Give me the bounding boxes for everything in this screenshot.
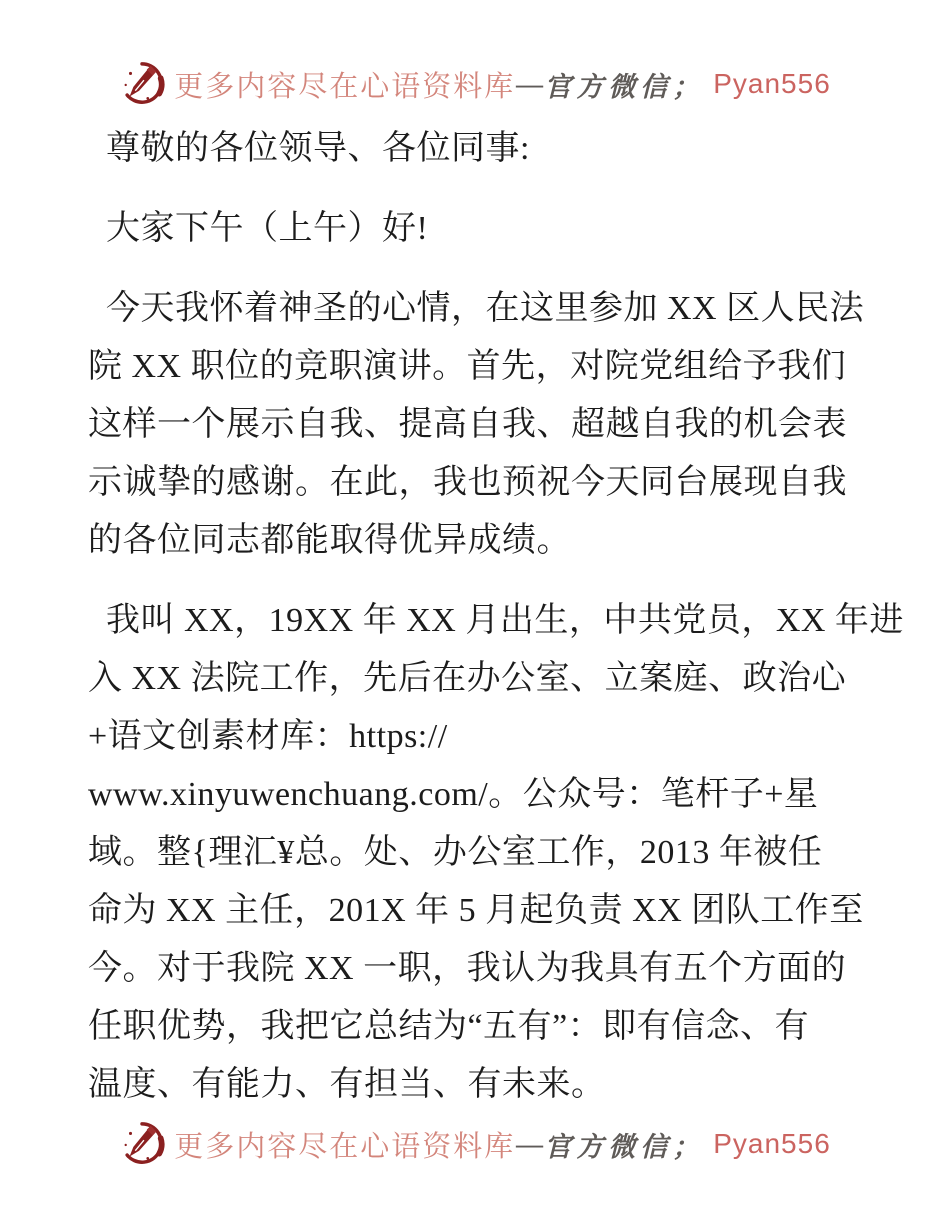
paragraph xyxy=(88,592,904,1114)
banner-wechat-id: Pyan556 xyxy=(713,68,831,99)
text-line: +语文创素材库：https:// xyxy=(88,718,448,755)
text-line: 入 XX 法院工作，先后在办公室、立案庭、政治心 xyxy=(88,660,847,697)
document-body xyxy=(0,110,950,1114)
text-line: 这样一个展示自我、提高自我、超越自我的机会表 xyxy=(88,406,847,443)
pen-circle-logo-icon xyxy=(119,1119,165,1169)
banner-wechat-label: 官方微信； xyxy=(544,1131,705,1162)
banner-wechat-id: Pyan556 xyxy=(713,1128,831,1159)
text-line: 院 XX 职位的竞职演讲。首先，对院党组给予我们 xyxy=(88,348,847,385)
text-line: 示诚挚的感谢。在此，我也预祝今天同台展现自我 xyxy=(88,464,847,501)
text-line: 我叫 XX，19XX 年 XX 月出生，中共党员，XX 年进 xyxy=(106,602,904,639)
footer-banner xyxy=(0,1118,950,1170)
text-line: 的各位同志都能取得优异成绩。 xyxy=(88,522,571,559)
text-line: 今天我怀着神圣的心情，在这里参加 XX 区人民法 xyxy=(106,290,865,327)
paragraph xyxy=(88,120,862,178)
text-line: 任职优势，我把它总结为“五有”：即有信念、有 xyxy=(88,1008,810,1045)
banner-brand-text: 更多内容尽在心语资料库 xyxy=(174,1130,516,1163)
banner-brand-text: 更多内容尽在心语资料库 xyxy=(174,70,516,103)
paragraph xyxy=(88,200,862,258)
text-line: 大家下午（上午）好! xyxy=(106,210,429,247)
banner-dash: — xyxy=(516,68,544,99)
banner-dash: — xyxy=(516,1128,544,1159)
paragraph xyxy=(88,280,865,570)
text-line: 命为 XX 主任，201X 年 5 月起负责 XX 团队工作至 xyxy=(88,892,864,929)
pen-circle-logo-icon xyxy=(119,59,165,109)
text-line: 域。整{理汇¥总。处、办公室工作，2013 年被任 xyxy=(88,834,823,871)
text-line: 尊敬的各位领导、各位同事: xyxy=(106,130,530,167)
text-line: www.xinyuwenchuang.com/。公众号：笔杆子+星 xyxy=(88,776,819,813)
header-banner xyxy=(0,58,950,110)
banner-wechat-label: 官方微信； xyxy=(544,71,705,102)
text-line: 今。对于我院 XX 一职，我认为我具有五个方面的 xyxy=(88,950,847,987)
text-line: 温度、有能力、有担当、有未来。 xyxy=(88,1066,606,1103)
